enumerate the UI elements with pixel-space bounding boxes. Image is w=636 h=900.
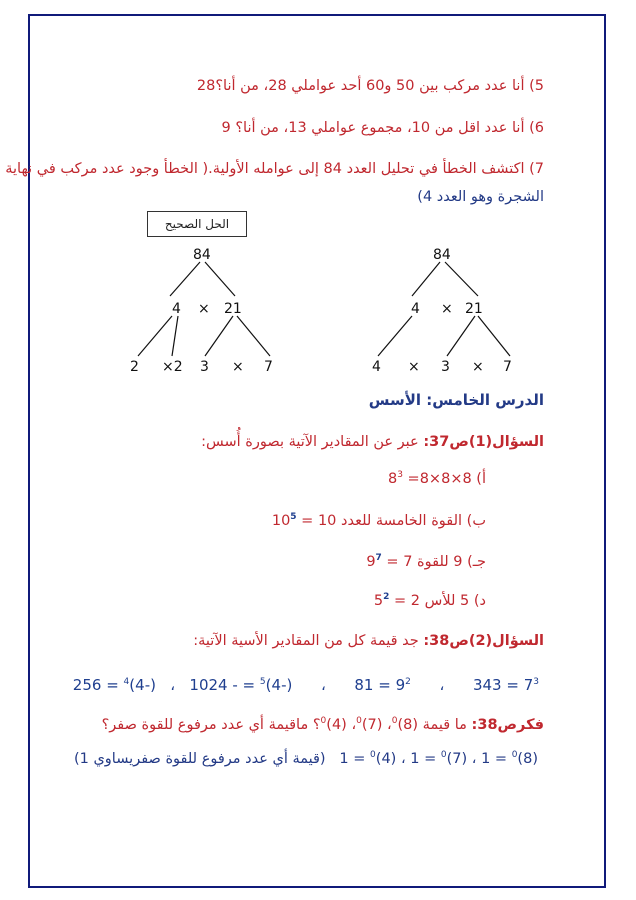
exercise-answer-3-value: = 1 xyxy=(339,750,371,767)
answer-2-exponent: 2 xyxy=(405,677,411,687)
item-b-text: ب) القوة الخامسة للعدد 10 = 10 xyxy=(271,512,486,529)
tree-wrong-leaf-5: 7 xyxy=(503,359,512,375)
exercise-term-2-exponent: 0 xyxy=(356,716,362,726)
exercise-term-1 xyxy=(392,717,418,733)
item-c-exponent: 7 xyxy=(375,553,382,563)
question-7-line2: الشجرة وهو العدد 4) xyxy=(417,189,544,205)
question-1-label: السؤال(1)ص37: xyxy=(423,434,544,450)
exercise-answer-separator-2: ، xyxy=(396,750,411,767)
question-1-text: عبر عن المقادير الآتية بصورة أُسس: xyxy=(201,434,424,450)
exercise-question xyxy=(102,716,544,733)
exercise-term-2 xyxy=(356,717,382,733)
tree-correct-leaf-2: ×2 xyxy=(162,359,183,375)
answer-separator-1: ، xyxy=(439,676,445,694)
answer-1-base: 7 xyxy=(523,676,534,694)
exercise-answer-3-base: (4) xyxy=(375,750,397,767)
tree-correct-right: 21 xyxy=(224,301,242,317)
exercise-answer-2 xyxy=(410,751,467,767)
exercise-text-2: ؟ ماقيمة أي عدد مرفوع للقوة صفر؟ xyxy=(101,716,321,733)
question-2-answers xyxy=(73,676,539,694)
item-d-text: د) 5 للأس 2 = 5 xyxy=(373,592,486,609)
tree-wrong-leaf-2: × xyxy=(408,359,420,375)
question-5: 5) أنا عدد مركب بين 50 و60 أحد عواملي 28، من أنا؟28 xyxy=(196,78,544,94)
item-d xyxy=(374,592,486,609)
item-a xyxy=(388,470,486,487)
question-2-heading xyxy=(193,633,544,649)
exercise-term-1-base: (8) xyxy=(397,716,419,733)
exercise-comma-2: ، xyxy=(346,716,357,733)
exercise-answer-1-base: (8) xyxy=(517,750,538,767)
tree-wrong-left: 4 xyxy=(411,301,420,317)
exercise-comma-1: ، xyxy=(382,716,392,733)
tree-correct-leaf-4: × xyxy=(232,359,244,375)
tree-correct-mult: × xyxy=(198,301,210,317)
tree-correct-leaf-1: 2 xyxy=(130,359,139,375)
exercise-answer-1-exponent: 0 xyxy=(511,750,518,760)
tree-wrong-leaf-4: × xyxy=(472,359,484,375)
item-c xyxy=(366,553,486,570)
question-7-line1: 7) اكتشف الخطأ في تحليل العدد 84 إلى عوامله الأولية.( الخطأ وجود عدد مركب في نهاية xyxy=(5,161,544,177)
item-a-text: أ) 8×8×8= 8 xyxy=(387,470,486,487)
exercise-answer-3-exponent: 0 xyxy=(370,750,376,760)
exercise-term-1-exponent: 0 xyxy=(391,716,398,726)
tree-correct-leaf-3: 3 xyxy=(200,359,209,375)
exercise-answer-3 xyxy=(339,751,396,767)
exercise-answer xyxy=(74,750,538,767)
exercise-term-3-base: (4) xyxy=(326,716,347,733)
tree-wrong-leaf-1: 4 xyxy=(372,359,381,375)
answer-3-base: (-4) xyxy=(265,676,293,694)
exercise-term-3-exponent: 0 xyxy=(320,716,327,726)
exercise-answer-note: (قيمة أي عدد مرفوع للقوة صفريساوي 1) xyxy=(73,750,326,767)
item-a-exponent: 3 xyxy=(397,470,403,480)
answer-3 xyxy=(189,676,292,694)
answer-2-base: 9 xyxy=(395,676,406,694)
tree-correct-left: 4 xyxy=(172,301,181,317)
exercise-answer-separator-1: ، xyxy=(467,750,482,767)
tree-correct-leaf-5: 7 xyxy=(264,359,273,375)
answer-1-exponent: 3 xyxy=(533,677,539,687)
answer-1 xyxy=(473,676,539,694)
question-1-heading xyxy=(201,434,544,450)
tree-wrong-mult: × xyxy=(441,301,453,317)
tree-wrong-right: 21 xyxy=(465,301,483,317)
item-c-text: جـ) 9 للقوة 7 = 9 xyxy=(366,553,486,570)
question-2-label: السؤال(2)ص38: xyxy=(423,633,544,649)
exercise-answer-2-base: (7) xyxy=(446,750,468,767)
answer-4-exponent: 4 xyxy=(123,677,130,687)
answer-4 xyxy=(73,676,156,694)
lesson-title: الدرس الخامس: الأسس xyxy=(368,391,544,409)
exercise-text-1: ما قيمة xyxy=(418,716,472,733)
answer-2 xyxy=(354,676,411,694)
exercise-label: فكرص38: xyxy=(471,716,544,733)
answer-4-base: (-4) xyxy=(129,676,156,694)
question-6: 6) أنا عدد اقل من 10، مجموع عواملي 13، من أنا؟ 9 xyxy=(221,120,544,136)
question-2-text: جد قيمة كل من المقادير الأسية الآتية: xyxy=(193,633,424,649)
tree-wrong-leaf-3: 3 xyxy=(441,359,450,375)
answer-separator-3: ، xyxy=(170,676,176,694)
answer-2-value: = 81 xyxy=(354,676,391,694)
item-d-exponent: 2 xyxy=(383,592,390,602)
answer-3-value: = - 1024 xyxy=(189,676,256,694)
answer-separator-2: ، xyxy=(320,676,326,694)
tree-correct-root: 84 xyxy=(193,247,211,263)
exercise-answer-2-value: = 1 xyxy=(410,750,441,767)
answer-3-exponent: 5 xyxy=(259,677,266,687)
exercise-answer-2-exponent: 0 xyxy=(440,750,447,760)
tree-wrong-root: 84 xyxy=(433,247,451,263)
exercise-answer-1-value: = 1 xyxy=(481,750,512,767)
exercise-answer-1 xyxy=(481,751,538,767)
answer-4-value: = 256 xyxy=(72,676,119,694)
exercise-term-3 xyxy=(321,717,347,733)
exercise-term-2-base: (7) xyxy=(361,716,383,733)
item-b xyxy=(272,512,486,529)
correct-solution-label: الحل الصحيح xyxy=(164,217,230,231)
answer-1-value: = 343 xyxy=(472,676,519,694)
item-b-exponent: 5 xyxy=(290,512,297,522)
